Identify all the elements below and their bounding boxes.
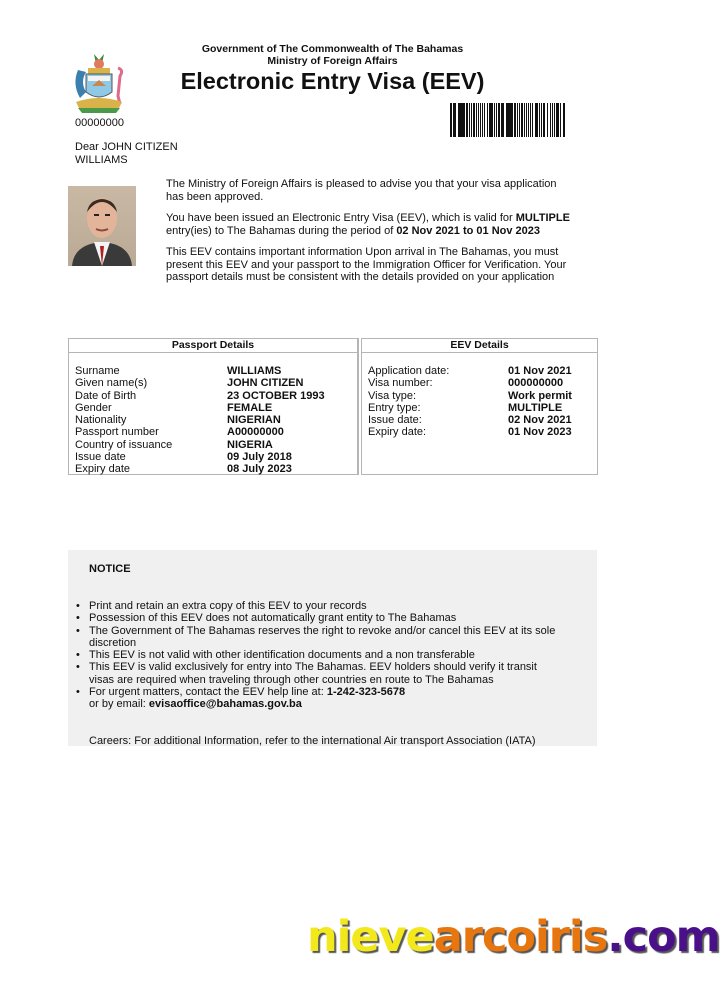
detail-row: [368, 402, 597, 414]
detail-value: 01 Nov 2023: [508, 426, 572, 439]
greeting-line-1: Dear JOHN CITIZEN: [75, 141, 178, 153]
barcode-bar: [471, 103, 472, 137]
notice-item-text: Print and retain an extra copy of this EEV to your records: [89, 600, 367, 612]
detail-row: [368, 390, 597, 402]
notice-item: [76, 649, 556, 661]
detail-label: Country of issuance: [75, 438, 173, 451]
passport-details-table: [68, 338, 359, 475]
bullet: •: [76, 661, 80, 674]
detail-value: 09 July 2018: [227, 451, 292, 464]
government-heading: Government of The Commonwealth of The Bahamas: [201, 43, 464, 55]
notice-item-text: The Government of The Bahamas reserves the right to revoke and/or cancel this EEV at its sole discretion: [89, 624, 556, 649]
barcode-bar: [564, 103, 565, 137]
helpline-phone: 1-242-323-5678: [326, 686, 406, 699]
detail-row: [368, 365, 597, 377]
detail-label: Visa number:: [368, 377, 433, 390]
contact-text: For urgent matters, contact the EEV help line at:: [89, 686, 327, 699]
notice-item-text: Possession of this EEV does not automatically grant entity to The Bahamas: [89, 612, 457, 625]
barcode-bar: [524, 103, 525, 137]
letter-body: [166, 178, 576, 293]
notice-item: [76, 625, 556, 650]
coat-of-arms-icon: [70, 50, 128, 116]
bullet: •: [76, 612, 80, 625]
barcode-bar: [450, 103, 452, 137]
barcode-bar: [484, 103, 485, 137]
barcode-bar: [519, 103, 520, 137]
detail-label: Issue date:: [368, 414, 422, 427]
detail-row: [75, 377, 357, 389]
notice-item-text: This EEV is valid exclusively for entry into The Bahamas. EEV holders should verify it transit visas are required when traveling through other countries en route to The Bahamas: [89, 661, 537, 686]
barcode-bar: [532, 103, 533, 137]
watermark-logo: [307, 912, 719, 962]
barcode-bar: [482, 103, 483, 137]
detail-value: 02 Nov 2021: [508, 414, 572, 427]
greeting: [75, 141, 178, 166]
detail-value: FEMALE: [227, 401, 273, 414]
detail-label: Passport number: [75, 426, 159, 439]
notice-list: [76, 600, 556, 711]
detail-row: [75, 402, 357, 414]
detail-label: Nationality: [75, 414, 127, 427]
applicant-photo: [68, 186, 136, 266]
detail-row: [75, 390, 357, 402]
detail-label: Expiry date: [75, 463, 131, 476]
notice-item: [76, 612, 556, 624]
detail-value: JOHN CITIZEN: [227, 377, 304, 390]
bullet: •: [76, 624, 80, 637]
bullet: •: [76, 686, 80, 699]
detail-row: [75, 414, 357, 426]
barcode-bar: [547, 103, 549, 137]
detail-row: [368, 414, 597, 426]
detail-label: Entry type:: [368, 401, 421, 414]
contact-email: evisaoffice@bahamas.gov.ba: [148, 698, 302, 711]
barcode-bar: [541, 103, 542, 137]
eev-details-table: [361, 338, 598, 475]
detail-label: Date of Birth: [75, 389, 137, 402]
reference-number: 00000000: [75, 117, 124, 129]
watermark-part-3: .com: [607, 912, 720, 962]
detail-value: NIGERIA: [227, 438, 273, 451]
barcode-bar: [476, 103, 477, 137]
barcode-bar: [469, 103, 470, 137]
greeting-line-2: WILLIAMS: [75, 153, 128, 166]
detail-label: Expiry date:: [368, 426, 427, 439]
barcode-bar: [517, 103, 518, 137]
detail-row: [75, 426, 357, 438]
notice-item: [76, 661, 556, 686]
instructions-paragraph: This EEV contains important information Upon arrival in The Bahamas, you must present this EEV and your passport to the Immigration Officer for Verification. Your passport details must be consistent with the details provided on your application: [166, 246, 567, 283]
barcode-bar: [503, 103, 504, 137]
detail-label: Issue date: [75, 451, 126, 464]
detail-row: [368, 377, 597, 389]
validity-text: You have been issued an Electronic Entry Visa (EEV), which is valid for: [166, 212, 516, 224]
ministry-heading: Ministry of Foreign Affairs: [267, 55, 398, 67]
barcode-bar: [463, 103, 465, 137]
detail-row: [75, 463, 357, 475]
barcode-bar: [496, 103, 497, 137]
barcode-bar: [530, 103, 531, 137]
barcode-bar: [492, 103, 493, 137]
detail-label: Gender: [75, 401, 112, 414]
detail-value: 23 OCTOBER 1993: [227, 389, 325, 402]
detail-label: Given name(s): [75, 377, 148, 390]
barcode-bar: [560, 103, 562, 137]
barcode-bar: [455, 103, 456, 137]
notice-box: [68, 550, 597, 746]
validity-period: 02 Nov 2021 to 01 Nov 2023: [396, 224, 541, 237]
validity-paragraph: [166, 212, 576, 237]
detail-value: A00000000: [227, 426, 284, 439]
detail-value: Work permit: [508, 389, 572, 402]
detail-row: [75, 451, 357, 463]
detail-value: 000000000: [508, 377, 564, 390]
bullet: •: [76, 600, 80, 612]
notice-item-contact: [76, 686, 556, 711]
detail-row: [368, 426, 597, 438]
notice-title: NOTICE: [89, 563, 131, 575]
eev-details-title: EEV Details: [362, 339, 597, 353]
notice-item-text: This EEV is not valid with other identification documents and a non transferable: [89, 649, 475, 662]
careers-note: Careers: For additional Information, refer to the international Air transport Association (IATA): [89, 735, 536, 747]
detail-value: MULTIPLE: [508, 401, 563, 414]
detail-value: 01 Nov 2021: [508, 365, 572, 377]
detail-value: 08 July 2023: [227, 463, 292, 476]
approval-paragraph: The Ministry of Foreign Affairs is pleased to advise you that your visa application has been approved.: [166, 178, 557, 203]
detail-value: NIGERIAN: [227, 414, 281, 427]
watermark-part-2: arcoiris: [433, 912, 608, 962]
validity-text-2: entry(ies) to The Bahamas during the period of: [166, 224, 397, 237]
detail-row: [75, 439, 357, 451]
email-text: or by email:: [89, 698, 149, 711]
detail-label: Application date:: [368, 365, 450, 377]
detail-label: Visa type:: [368, 389, 417, 402]
barcode-bar: [511, 103, 513, 137]
bullet: •: [76, 649, 80, 662]
barcode-bar: [544, 103, 545, 137]
notice-item: [76, 600, 556, 612]
barcode-bar: [552, 103, 553, 137]
entry-type: MULTIPLE: [515, 212, 570, 224]
detail-row: [75, 365, 357, 377]
passport-details-title: Passport Details: [69, 339, 357, 353]
barcode-icon: [450, 103, 565, 137]
watermark-part-1: nieve: [307, 912, 434, 962]
barcode-bar: [498, 103, 500, 137]
document-title: Electronic Entry Visa (EEV): [180, 68, 485, 94]
detail-value: WILLIAMS: [227, 365, 282, 377]
detail-label: Surname: [75, 365, 120, 377]
